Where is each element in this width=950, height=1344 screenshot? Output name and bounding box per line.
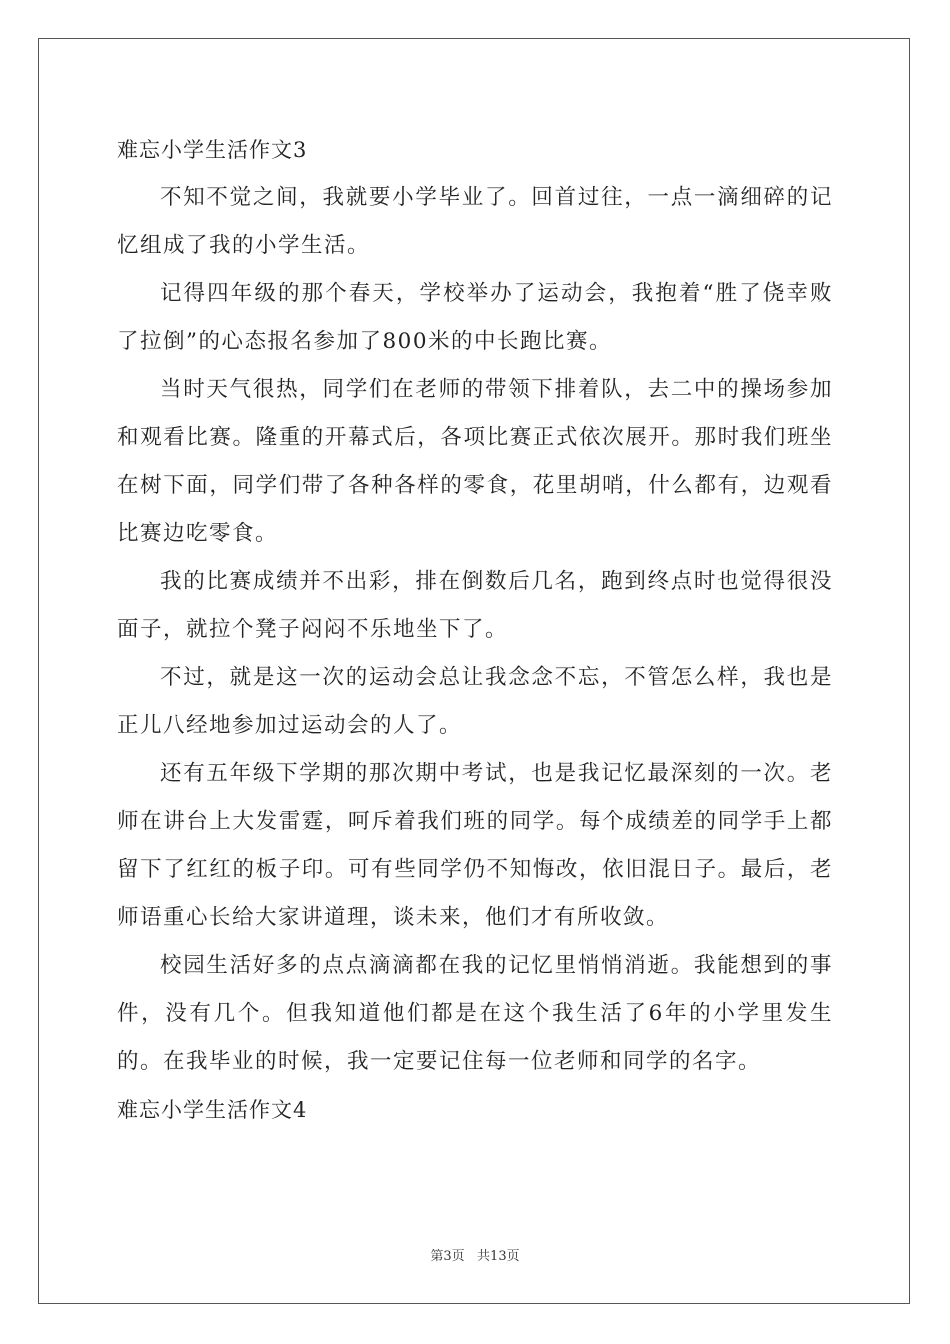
page-number: 第3页 共13页: [430, 1249, 520, 1264]
essay-title-4: 难忘小学生活作文4: [117, 1098, 308, 1122]
paragraph-4: 我的比赛成绩并不出彩，排在倒数后几名，跑到终点时也觉得很没面子，就拉个凳子闷闷不乐地坐下了。: [117, 569, 833, 642]
paragraph-7: 校园生活好多的点点滴滴都在我的记忆里悄悄消逝。我能想到的事件，没有几个。但我知道他们都是在这个我生活了6年的小学里发生的。在我毕业的时候，我一定要记住每一位老师和同学的名字。: [117, 953, 833, 1074]
paragraph-1: 不知不觉之间，我就要小学毕业了。回首过往，一点一滴细碎的记忆组成了我的小学生活。: [117, 185, 833, 258]
paragraph-5: 不过，就是这一次的运动会总让我念念不忘，不管怎么样，我也是正儿八经地参加过运动会的人了。: [117, 665, 833, 738]
paragraph-3: 当时天气很热，同学们在老师的带领下排着队，去二中的操场参加和观看比赛。隆重的开幕式后，各项比赛正式依次展开。那时我们班坐在树下面，同学们带了各种各样的零食，花里胡哨，什么都有，边观看比赛边吃零食。: [117, 377, 833, 546]
essay-title-3: 难忘小学生活作文3: [117, 138, 308, 162]
paragraph-6: 还有五年级下学期的那次期中考试，也是我记忆最深刻的一次。老师在讲台上大发雷霆，呵斥着我们班的同学。每个成绩差的同学手上都留下了红红的板子印。可有些同学仍不知悔改，依旧混日子。最后，老师语重心长给大家讲道理，谈未来，他们才有所收敛。: [117, 761, 833, 930]
document-body: [117, 126, 833, 1134]
paragraph-2: 记得四年级的那个春天，学校举办了运动会，我抱着“胜了侥幸败了拉倒”的心态报名参加了800米的中长跑比赛。: [117, 281, 833, 354]
